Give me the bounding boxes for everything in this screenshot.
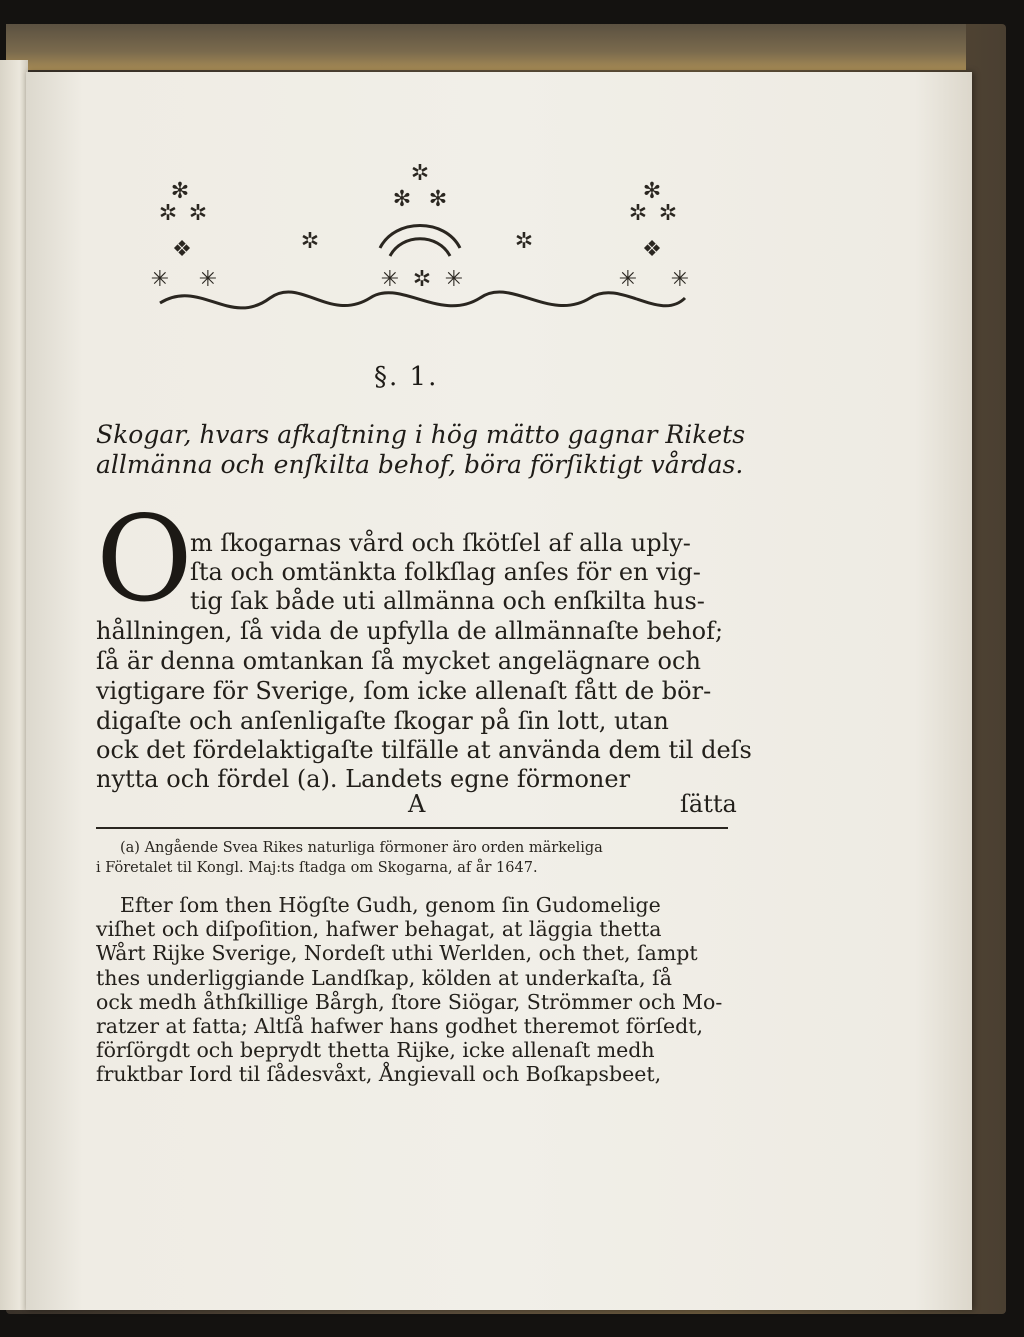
book-spine-edge <box>6 24 966 70</box>
quote-line: thes underliggiande Landſkap, kölden at underkaſta, ſå <box>96 965 672 990</box>
footnote-line: i Företalet til Kongl. Maj:ts ſtadga om Skogarna, af år 1647. <box>96 860 538 876</box>
svg-text:✳: ✳ <box>670 267 690 292</box>
text-line: ſå är denna omtankan ſå mycket angelägnare och <box>96 647 701 675</box>
svg-text:✲: ✲ <box>412 267 432 292</box>
quoted-passage <box>96 893 736 1087</box>
text-line: vigtigare för Sverige, ſom icke allenaſt fått de bör- <box>96 677 712 705</box>
svg-text:✳: ✳ <box>198 267 218 292</box>
svg-text:✳: ✳ <box>150 267 170 292</box>
section-number: §. 1. <box>374 362 439 392</box>
svg-text:✲: ✲ <box>158 201 178 226</box>
svg-text:✲: ✲ <box>410 161 430 186</box>
facing-page-edge <box>0 60 28 1310</box>
footnote-line: (a) Angående Svea Rikes naturliga förmoner äro orden märkeliga <box>120 840 603 856</box>
quote-line: ock medh åthſkillige Bårgh, ſtore Siögar, Strömmer och Mo- <box>96 989 723 1014</box>
text-line: ock det fördelaktigaſte tilfälle at använda dem til deſs <box>96 736 752 764</box>
svg-text:✻: ✻ <box>428 187 448 212</box>
footnote <box>96 838 736 878</box>
quote-line: Wårt Rijke Sverige, Nordeſt uthi Werlden, och thet, ſampt <box>96 941 698 966</box>
signature-mark: A <box>408 790 426 818</box>
section-heading <box>96 420 776 480</box>
svg-text:✳: ✳ <box>444 267 464 292</box>
quote-line: fruktbar Iord til ſådesvåxt, Ångievall och Boſkapsbeet, <box>96 1062 662 1087</box>
svg-text:✲: ✲ <box>658 201 678 226</box>
footnote-rule <box>96 827 728 829</box>
quote-line: ratzer at fatta; Altſå hafwer hans godhet theremot förſedt, <box>96 1014 704 1039</box>
svg-text:✲: ✲ <box>628 201 648 226</box>
ornament-headpiece <box>140 158 700 328</box>
text-line: digaſte och anſenligaſte ſkogar på ſin lott, utan <box>96 707 669 735</box>
quote-line: viſhet och diſpoſition, hafwer behagat, at läggia thetta <box>96 917 662 942</box>
svg-text:✲: ✲ <box>188 201 208 226</box>
scroll-flourish-icon <box>140 158 700 328</box>
quote-line: Efter ſom then Högſte Gudh, genom ſin Gudomelige <box>120 893 661 917</box>
drop-cap: O <box>96 490 193 628</box>
text-line: nytta och fördel (a). Landets egne förmoner <box>96 765 631 793</box>
heading-line: allmänna och enſkilta behof, böra förſiktigt vårdas. <box>96 450 744 479</box>
svg-text:✳: ✳ <box>380 267 400 292</box>
svg-text:✲: ✲ <box>514 229 534 254</box>
svg-text:✻: ✻ <box>170 179 190 204</box>
text-line: m ſkogarnas vård och ſkötſel af alla uply- <box>190 529 691 557</box>
catchword: ſätta <box>680 790 737 818</box>
text-line: tig ſak både uti allmänna och enſkilta hus- <box>190 587 705 615</box>
svg-text:✻: ✻ <box>642 179 662 204</box>
svg-text:✳: ✳ <box>618 267 638 292</box>
text-line: ſta och omtänkta folkſlag anſes för en vig- <box>190 558 701 586</box>
svg-text:✲: ✲ <box>300 229 320 254</box>
svg-text:❖: ❖ <box>642 237 662 262</box>
text-line: hållningen, ſå vida de upfylla de allmännaſte behof; <box>96 617 724 645</box>
quote-line: förſörgdt och beprydt thetta Rijke, icke allenaſt medh <box>96 1038 655 1063</box>
svg-text:❖: ❖ <box>172 237 192 262</box>
heading-line: Skogar, hvars afkaſtning i hög mätto gagnar Rikets <box>96 420 746 449</box>
svg-text:✻: ✻ <box>392 187 412 212</box>
